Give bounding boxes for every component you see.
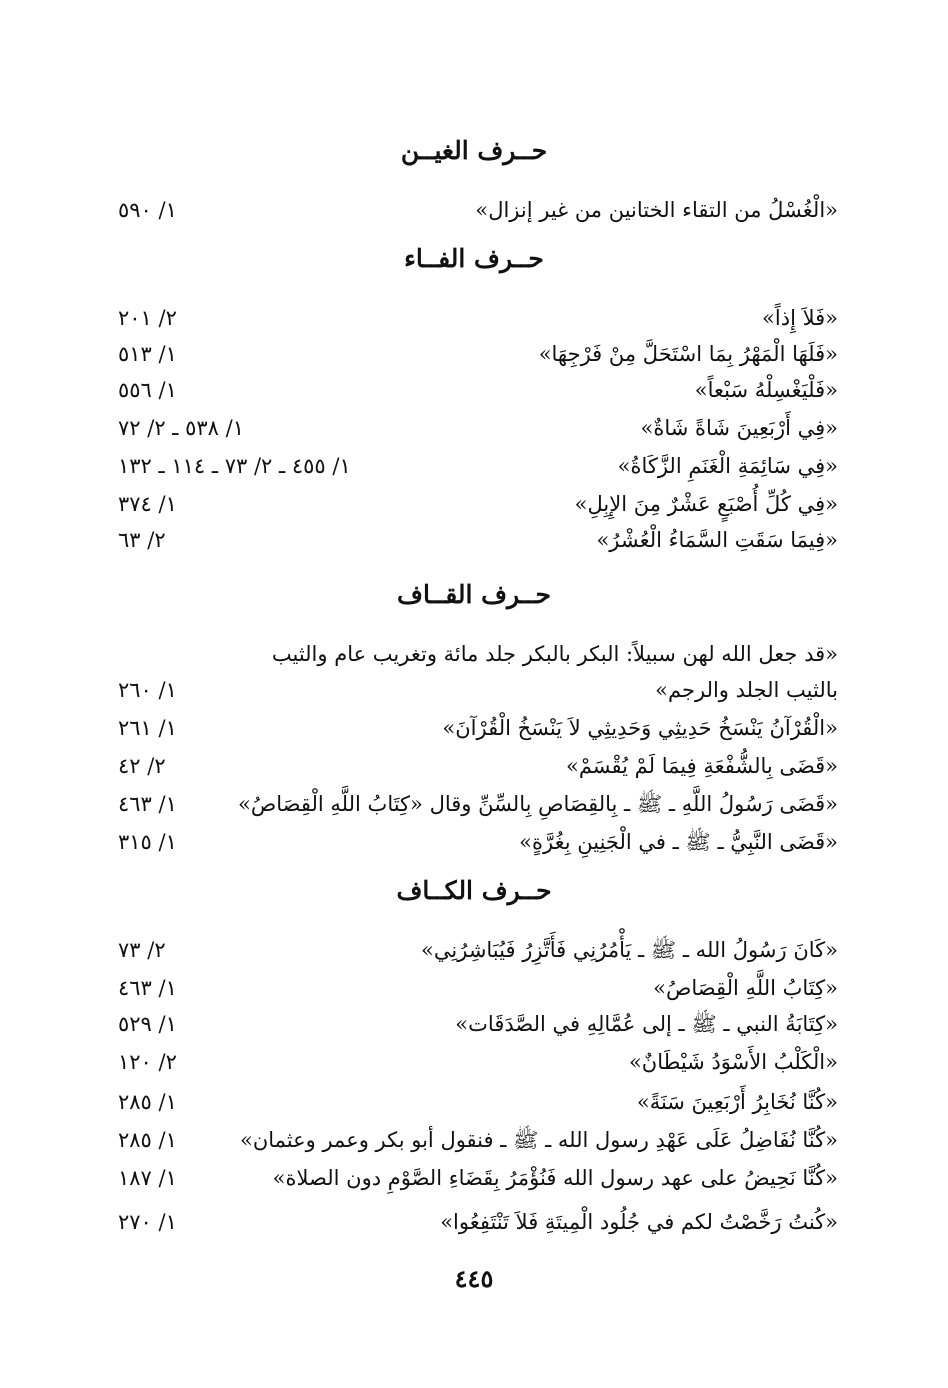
hadith-text: «فِي أَرْبَعِينَ شَاةً شَاةٌ» (640, 416, 838, 440)
hadith-text: «فِي كُلِّ أُصْبَعٍ عَشْرٌ مِنَ الإِبِلِ» (574, 492, 838, 516)
volume-page-ref: ١/ ٢٦٠ (118, 678, 177, 702)
volume-page-ref: ٢/ ٧٣ (118, 938, 166, 962)
volume-page-ref: ١/ ٥١٣ (118, 342, 177, 366)
index-entry (0, 410, 948, 446)
volume-page-ref: ١/ ٣١٥ (118, 830, 177, 854)
index-entry (0, 1122, 948, 1158)
hadith-text: «فَلَهَا الْمَهْرُ بِمَا اسْتَحَلَّ مِنْ فَرْجِهَا» (538, 342, 838, 366)
volume-page-ref: ٢/ ٤٢ (118, 754, 166, 778)
index-entry (0, 824, 948, 860)
index-entry (0, 486, 948, 522)
volume-page-ref: ١/ ٥٢٩ (118, 1012, 177, 1036)
index-entry (0, 970, 948, 1006)
index-entry (0, 372, 948, 408)
hadith-text-continuation: بالثيب الجلد والرجم» (655, 678, 838, 702)
hadith-text: «كِتَابَةُ النبي ـ ﷺ ـ إلى عُمَّالِهِ في الصَّدَقَات» (455, 1012, 838, 1036)
section-heading-kaf: حــرف الكــاف (396, 876, 552, 905)
section-heading-ghain: حــرف الغيــن (400, 136, 548, 165)
volume-page-ref: ١/ ٤٦٣ (118, 792, 177, 816)
index-entry (0, 1044, 948, 1080)
volume-page-ref: ١/ ١٨٧ (118, 1166, 177, 1190)
hadith-text: «الْقُرْآنُ يَنْسَخُ حَدِيثِي وَحَدِيثِي لاَ يَنْسَخُ الْقُرْآنَ» (442, 716, 838, 740)
volume-page-ref: ١/ ٢٨٥ (118, 1090, 177, 1114)
index-entry (0, 1204, 948, 1240)
index-entry (0, 1006, 948, 1042)
hadith-text: «فَلاَ إِذاً» (762, 306, 838, 330)
hadith-text: «كُنَّا نُفَاضِلُ عَلَى عَهْدِ رسول الله ـ ﷺ ـ فنقول أبو بكر وعمر وعثمان» (239, 1128, 838, 1152)
hadith-text: «كُنتُ رَخَّصْتُ لكم في جُلُود الْمِيتَةِ فَلاَ تَنْتَفِعُوا» (440, 1210, 838, 1234)
volume-page-ref: ١/ ٥٣٨ ـ ٢/ ٧٢ (118, 416, 245, 440)
index-entry (0, 1084, 948, 1120)
hadith-text: «كَانَ رَسُولُ الله ـ ﷺ ـ يَأْمُرُنِي فَأَتَّزِرُ فَيُبَاشِرُنِي» (421, 938, 838, 962)
index-entry (0, 636, 948, 672)
hadith-text: «قَضَى رَسُولُ اللَّهِ ـ ﷺ ـ بِالقِصَاصِ بِالسِّنِّ وقال «كِتَابُ اللَّهِ الْقِصَاصُ» (238, 792, 838, 816)
index-entry (0, 522, 948, 558)
hadith-text: «كِتَابُ اللَّهِ الْقِصَاصُ» (653, 976, 838, 1000)
volume-page-ref: ١/ ٤٥٥ ـ ٢/ ٧٣ ـ ١١٤ ـ ١٣٢ (118, 454, 351, 478)
volume-page-ref: ١/ ٣٧٤ (118, 492, 177, 516)
index-entry (0, 300, 948, 336)
index-entry (0, 710, 948, 746)
index-entry (0, 336, 948, 372)
volume-page-ref: ١/ ٤٦٣ (118, 976, 177, 1000)
index-entry (0, 932, 948, 968)
section-heading-fa: حــرف الفــاء (404, 244, 544, 273)
index-entry (0, 448, 948, 484)
volume-page-ref: ٢/ ٦٣ (118, 528, 166, 552)
index-entry (0, 192, 948, 228)
hadith-text: «كُنَّا نَحِيضُ على عهد رسول الله فَنُؤْمَرُ بِقَضَاءِ الصَّوْمِ دون الصلاة» (272, 1166, 838, 1190)
hadith-text: «الْغُسْلُ من التقاء الختانين من غير إنزال» (475, 198, 838, 222)
index-entry (0, 748, 948, 784)
hadith-text: «الْكَلْبُ الأَسْوَدُ شَيْطَانٌ» (628, 1050, 838, 1074)
volume-page-ref: ١/ ٢٨٥ (118, 1128, 177, 1152)
hadith-text: «قَضَى النَّبِيُّ ـ ﷺ ـ في الْجَنِينِ بِغُرَّةٍ» (519, 830, 838, 854)
volume-page-ref: ١/ ٥٩٠ (118, 198, 177, 222)
index-entry-continuation (0, 672, 948, 708)
index-entry (0, 1160, 948, 1196)
hadith-text: «فَلْيَغْسِلْهُ سَبْعاً» (694, 378, 838, 402)
page-number: ٤٤٥ (454, 1264, 494, 1293)
volume-page-ref: ٢/ ٢٠١ (118, 306, 177, 330)
hadith-text: «فِي سَائِمَةِ الْغَنَمِ الزَّكَاةُ» (617, 454, 838, 478)
index-entry (0, 786, 948, 822)
hadith-text: «قَضَى بِالشُّفْعَةِ فِيمَا لَمْ يُقْسَمْ» (565, 754, 838, 778)
hadith-text: «قد جعل الله لهن سبيلاً: البكر بالبكر جلد مائة وتغريب عام والثيب (271, 642, 838, 666)
volume-page-ref: ١/ ٢٦١ (118, 716, 177, 740)
volume-page-ref: ٢/ ١٢٠ (118, 1050, 177, 1074)
section-heading-qaf: حــرف القــاف (397, 580, 551, 609)
hadith-text: «فِيمَا سَقَتِ السَّمَاءُ الْعُشْرُ» (596, 528, 838, 552)
volume-page-ref: ١/ ٥٥٦ (118, 378, 177, 402)
volume-page-ref: ١/ ٢٧٠ (118, 1210, 177, 1234)
hadith-text: «كُنَّا نُخَابِرُ أَرْبَعِينَ سَنَةً» (636, 1090, 838, 1114)
